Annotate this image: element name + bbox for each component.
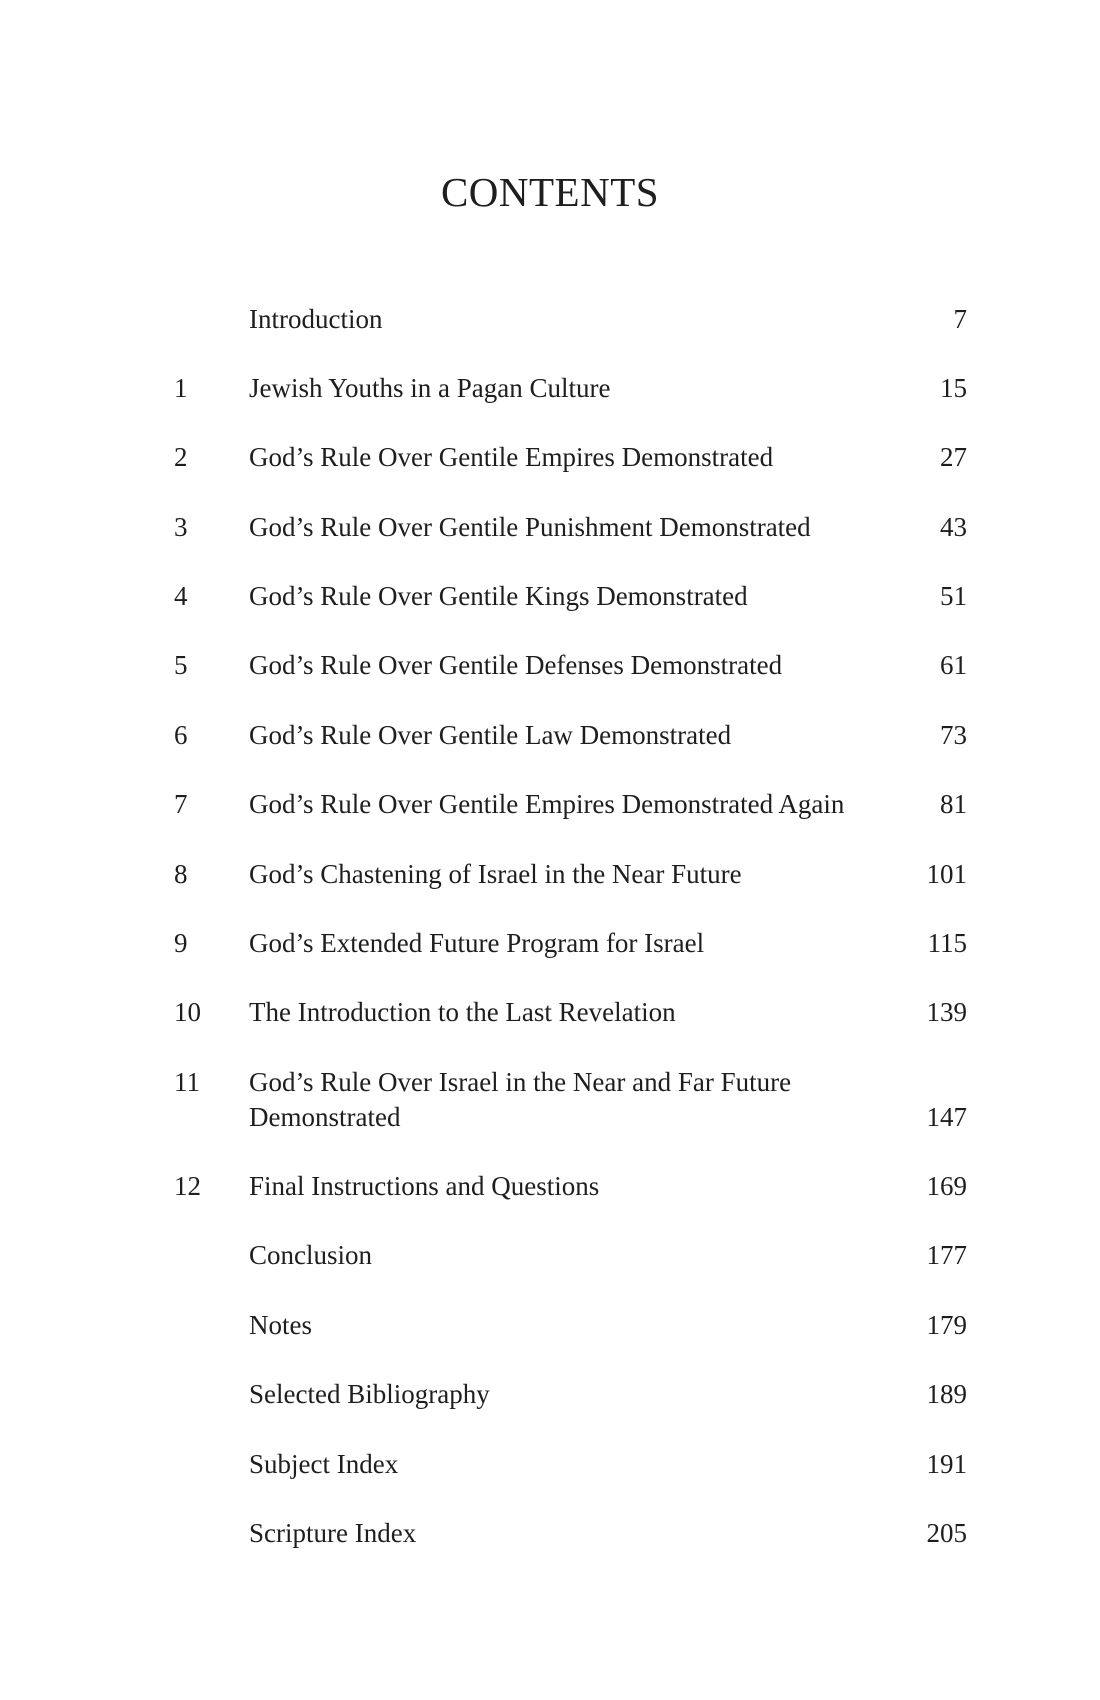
- chapter-number: 3: [174, 512, 188, 542]
- page-title: CONTENTS: [440, 169, 660, 215]
- chapter-number: 12: [174, 1171, 201, 1201]
- page-number: 191: [926, 1449, 967, 1479]
- entry-title: God’s Rule Over Gentile Empires Demonstrated Again: [249, 789, 845, 819]
- entry-title: God’s Extended Future Program for Israel: [249, 928, 705, 958]
- page-number: 169: [926, 1171, 967, 1201]
- page-number: 61: [940, 650, 967, 680]
- entry-title: Conclusion: [249, 1240, 373, 1270]
- page-number: 73: [940, 720, 967, 750]
- entry-title: Jewish Youths in a Pagan Culture: [249, 373, 611, 403]
- entry-title: Selected Bibliography: [249, 1379, 490, 1409]
- page-number: 51: [940, 581, 967, 611]
- page-number: 43: [940, 512, 967, 542]
- chapter-number: 2: [174, 442, 188, 472]
- chapter-number: 10: [174, 997, 201, 1027]
- chapter-number: 7: [174, 789, 188, 819]
- entry-title: Notes: [249, 1310, 312, 1340]
- page-number: 147: [926, 1102, 967, 1132]
- page-number: 205: [926, 1518, 967, 1548]
- page-number: 15: [940, 373, 967, 403]
- page-number: 27: [940, 442, 967, 472]
- entry-title: Introduction: [249, 304, 383, 334]
- page-number: 177: [926, 1240, 967, 1270]
- entry-title: God’s Rule Over Israel in the Near and Far Future Demonstrated: [249, 1067, 792, 1132]
- entry-title: God’s Rule Over Gentile Kings Demonstrated: [249, 581, 748, 611]
- page-number: 179: [926, 1310, 967, 1340]
- chapter-number: 4: [174, 581, 188, 611]
- page-number: 101: [926, 859, 967, 889]
- page-number: 115: [927, 928, 967, 958]
- entry-title: The Introduction to the Last Revelation: [249, 997, 676, 1027]
- page-number: 139: [926, 997, 967, 1027]
- entry-title: God’s Rule Over Gentile Empires Demonstrated: [249, 442, 774, 472]
- page-number: 81: [940, 789, 967, 819]
- entry-title: God’s Chastening of Israel in the Near Future: [249, 859, 742, 889]
- chapter-number: 8: [174, 859, 188, 889]
- chapter-number: 5: [174, 650, 188, 680]
- page-number: 7: [953, 304, 967, 334]
- entry-title: God’s Rule Over Gentile Defenses Demonstrated: [249, 650, 783, 680]
- chapter-number: 1: [174, 373, 188, 403]
- entry-title: Scripture Index: [249, 1518, 417, 1548]
- page-number: 189: [926, 1379, 967, 1409]
- entry-title: God’s Rule Over Gentile Law Demonstrated: [249, 720, 732, 750]
- entry-title: Final Instructions and Questions: [249, 1171, 600, 1201]
- chapter-number: 6: [174, 720, 188, 750]
- chapter-number: 9: [174, 928, 188, 958]
- chapter-number: 11: [174, 1067, 200, 1097]
- entry-title: God’s Rule Over Gentile Punishment Demonstrated: [249, 512, 811, 542]
- entry-title: Subject Index: [249, 1449, 399, 1479]
